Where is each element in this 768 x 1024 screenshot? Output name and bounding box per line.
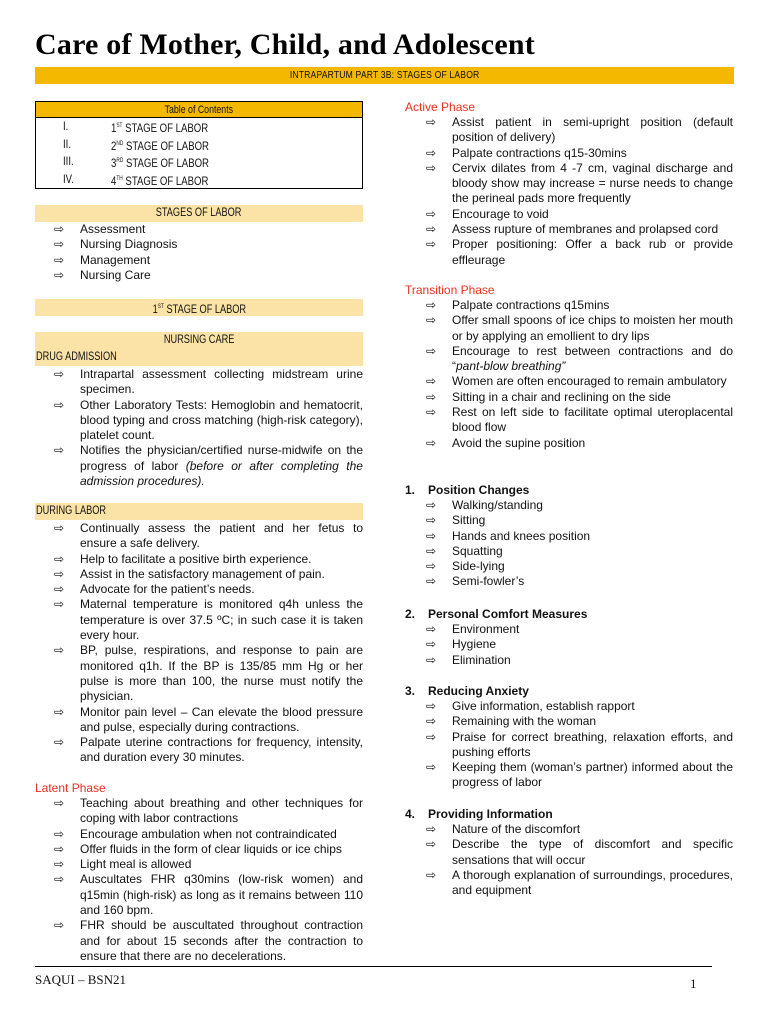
nursing-care-band: NURSING CARE: [35, 332, 363, 349]
list-item-text: BP, pulse, respirations, and response to pain are monitored q1h. If the BP is 135/85 mm Hg or her pulse is more than 100, the nurse must notify the physician.: [80, 643, 363, 704]
arrow-icon: ⇨: [54, 252, 65, 267]
arrow-icon: ⇨: [426, 206, 437, 221]
arrow-icon: ⇨: [426, 822, 437, 836]
drug-admission-heading: DRUG ADMISSION: [35, 349, 363, 366]
numbered-section-heading: [405, 684, 529, 698]
list-item: [426, 115, 733, 146]
list-item: [426, 637, 733, 652]
list-item: [54, 443, 363, 489]
list-item-text: Walking/standing: [452, 498, 543, 512]
list-item: [426, 574, 733, 589]
arrow-icon: ⇨: [54, 566, 65, 581]
list-item: [54, 367, 363, 398]
section-title: Position Changes: [428, 483, 530, 497]
list-item-text: Other Laboratory Tests: Hemoglobin and hematocrit, blood typing and cross matching (high-risk category), platelet count.: [80, 397, 363, 443]
arrow-icon: ⇨: [426, 837, 437, 852]
list-item: [426, 653, 733, 668]
list-item: [54, 735, 363, 766]
list-item-text: Side-lying: [452, 559, 505, 574]
list-item-text: Palpate uterine contractions for frequency, intensity, and duration every 30 minutes.: [80, 735, 363, 765]
stages-list: [54, 222, 363, 283]
list-item-text: Sitting: [452, 513, 486, 528]
list-item-text: Sitting in a chair and reclining on the side: [452, 389, 671, 404]
arrow-icon: ⇨: [54, 857, 65, 872]
arrow-icon: ⇨: [426, 313, 437, 328]
list-item: [54, 827, 363, 842]
list-item-text: Assist patient in semi-upright position (default position of delivery): [452, 115, 733, 145]
list-item: [426, 730, 733, 761]
list-item: [426, 161, 733, 207]
list-item-text: Proper positioning: Offer a back rub or provide effleurage: [452, 237, 733, 267]
list-item: [426, 436, 733, 451]
list-item-text: Nursing Diagnosis: [80, 237, 178, 252]
list-item: [426, 405, 733, 436]
toc-label: 4TH STAGE OF LABOR: [111, 173, 209, 188]
transition-phase-list: [426, 298, 733, 451]
list-item-text: Monitor pain level – Can elevate the blood pressure and pulse, especially during contractions.: [80, 704, 363, 734]
arrow-icon: ⇨: [426, 374, 437, 389]
ordinal-suffix: ST: [116, 123, 123, 129]
arrow-icon: ⇨: [426, 574, 437, 589]
list-item-text: Continually assess the patient and her fetus to ensure a safe delivery.: [80, 521, 363, 551]
list-item: [426, 344, 733, 375]
list-item-text: Keeping them (woman’s partner) informed about the progress of labor: [452, 760, 733, 790]
list-item: [426, 498, 733, 513]
page-number: 1: [690, 976, 697, 991]
during-labor-list: [54, 521, 363, 766]
arrow-icon: ⇨: [426, 115, 437, 129]
list-item-text: Assist in the satisfactory management of pain.: [80, 566, 325, 581]
arrow-icon: ⇨: [426, 389, 437, 404]
list-item: [426, 298, 733, 313]
arrow-icon: ⇨: [426, 729, 437, 744]
numbered-section-list: [426, 622, 733, 668]
list-item-text: Encourage ambulation when not contraindicated: [80, 826, 337, 841]
toc-heading: Table of Contents: [36, 102, 362, 118]
list-item-text: Offer small spoons of ice chips to moisten her mouth or by applying an emollient to dry lips: [452, 313, 733, 343]
arrow-icon: ⇨: [54, 551, 65, 566]
list-item: [54, 597, 363, 643]
list-item: [54, 705, 363, 736]
section-number: 3.: [405, 684, 416, 698]
toc-label: 1ST STAGE OF LABOR: [111, 121, 209, 135]
list-item: [54, 796, 363, 827]
during-labor-heading: DURING LABOR: [35, 503, 363, 520]
list-item: [54, 643, 363, 704]
arrow-icon: ⇨: [426, 222, 437, 237]
arrow-icon: ⇨: [54, 643, 65, 658]
list-item: [54, 552, 363, 567]
numbered-section-heading: [405, 807, 553, 821]
list-item: [54, 872, 363, 918]
list-item-text: Help to facilitate a positive birth experience.: [80, 551, 312, 566]
section-title: Providing Information: [428, 807, 553, 821]
stages-of-labor-band: STAGES OF LABOR: [35, 205, 363, 222]
list-item: [426, 714, 733, 729]
ordinal-suffix: RD: [116, 158, 124, 164]
section-number: 1.: [405, 483, 416, 497]
toc-row: [36, 171, 362, 189]
list-item-text: Encourage to void: [452, 206, 549, 221]
arrow-icon: ⇨: [426, 699, 437, 713]
list-item: [426, 529, 733, 544]
first-stage-band: 1ST STAGE OF LABOR: [35, 299, 363, 316]
list-item-text: Rest on left side to facilitate optimal uteroplacental blood flow: [452, 405, 733, 435]
toc-row: [36, 136, 362, 154]
list-item: [426, 237, 733, 268]
table-of-contents: [35, 101, 363, 189]
arrow-icon: ⇨: [426, 559, 437, 574]
arrow-icon: ⇨: [426, 160, 437, 175]
list-item-text: Squatting: [452, 543, 503, 558]
footer-author: SAQUI – BSN21: [35, 972, 127, 987]
toc-row: [36, 118, 362, 136]
list-item-text: Nursing Care: [80, 267, 151, 282]
latent-phase-heading: Latent Phase: [35, 781, 106, 795]
list-item-text: Offer fluids in the form of clear liquids or ice chips: [80, 841, 342, 856]
arrow-icon: ⇨: [426, 622, 437, 636]
list-item-text: Assessment: [80, 222, 146, 236]
list-item: [54, 918, 363, 964]
list-item: [54, 567, 363, 582]
ordinal-suffix: ND: [116, 140, 124, 147]
list-item-text: FHR should be auscultated throughout contraction and for about 15 seconds after the contraction to ensure that there are no decelerations.: [80, 918, 363, 963]
toc-label: 2ND STAGE OF LABOR: [111, 138, 209, 153]
toc-number: IV.: [63, 171, 74, 186]
list-item: [54, 842, 363, 857]
list-item: [426, 146, 733, 161]
arrow-icon: ⇨: [426, 867, 437, 882]
list-item-text: Nature of the discomfort: [452, 822, 581, 836]
ordinal-suffix: ST: [157, 304, 164, 310]
list-item: [54, 268, 363, 283]
list-item-text: Light meal is allowed: [80, 857, 192, 872]
numbered-section-list: [426, 699, 733, 791]
arrow-icon: ⇨: [54, 872, 65, 887]
list-item: [54, 222, 363, 237]
arrow-icon: ⇨: [426, 513, 437, 528]
arrow-icon: ⇨: [426, 145, 437, 160]
list-item-text: Auscultates FHR q30mins (low-risk women) and q15min (high-risk) as long as it remains between 110 and 160 bpm.: [80, 872, 363, 918]
toc-number: II.: [63, 136, 72, 151]
list-item-text: Semi-fowler’s: [452, 574, 525, 589]
list-item-emphasis: pant-blow breathing”: [456, 359, 566, 374]
section-title: Personal Comfort Measures: [428, 607, 588, 621]
arrow-icon: ⇨: [54, 841, 65, 856]
list-item-text: Describe the type of discomfort and specific sensations that will occur: [452, 837, 733, 867]
list-item: [426, 868, 733, 899]
toc-label: 3RD STAGE OF LABOR: [111, 156, 209, 170]
list-item: [54, 237, 363, 252]
footer-rule: [35, 966, 712, 967]
list-item-text: Cervix dilates from 4 -7 cm, vaginal discharge and bloody show may increase = nurse needs to change the perineal pads more frequently: [452, 160, 733, 206]
toc-number: I.: [63, 119, 69, 133]
document-title: Care of Mother, Child, and Adolescent: [35, 28, 535, 61]
list-item-text: Women are often encouraged to remain ambulatory: [452, 374, 727, 389]
numbered-section-list: [426, 822, 733, 898]
arrow-icon: ⇨: [54, 267, 65, 282]
list-item: [426, 822, 733, 837]
transition-phase-heading: Transition Phase: [405, 283, 495, 297]
arrow-icon: ⇨: [426, 760, 437, 775]
list-item: [426, 699, 733, 714]
arrow-icon: ⇨: [426, 498, 437, 512]
list-item: [54, 253, 363, 268]
arrow-icon: ⇨: [54, 735, 65, 750]
list-item-text: Avoid the supine position: [452, 435, 586, 450]
active-phase-heading: Active Phase: [405, 100, 476, 114]
arrow-icon: ⇨: [54, 918, 65, 933]
list-item: [54, 582, 363, 597]
list-item: [426, 313, 733, 344]
list-item-text: Environment: [452, 622, 520, 636]
list-item-text: Elimination: [452, 652, 511, 667]
section-number: 2.: [405, 607, 416, 621]
list-item-text: Palpate contractions q15mins: [452, 298, 610, 312]
arrow-icon: ⇨: [54, 582, 65, 597]
active-phase-list: [426, 115, 733, 268]
arrow-icon: ⇨: [54, 826, 65, 841]
arrow-icon: ⇨: [54, 704, 65, 719]
list-item: [426, 513, 733, 528]
arrow-icon: ⇨: [54, 222, 65, 236]
list-item: [426, 622, 733, 637]
arrow-icon: ⇨: [426, 343, 437, 358]
list-item-text: Intrapartal assessment collecting midstream urine specimen.: [80, 367, 363, 397]
list-item-text: Give information, establish rapport: [452, 699, 635, 713]
section-number: 4.: [405, 807, 416, 821]
arrow-icon: ⇨: [54, 597, 65, 612]
part-banner: INTRAPARTUM PART 3B: STAGES OF LABOR: [35, 67, 734, 84]
drug-admission-list: [54, 367, 363, 489]
ordinal-suffix: TH: [116, 175, 123, 182]
arrow-icon: ⇨: [426, 652, 437, 667]
list-item-text: Management: [80, 252, 151, 267]
numbered-section-heading: [405, 607, 587, 621]
list-item-text: Palpate contractions q15-30mins: [452, 145, 627, 160]
latent-phase-list: [54, 796, 363, 964]
list-item-text: Praise for correct breathing, relaxation efforts, and pushing efforts: [452, 729, 733, 759]
toc-number: III.: [63, 154, 74, 168]
section-title: Reducing Anxiety: [428, 684, 529, 698]
arrow-icon: ⇨: [54, 796, 65, 810]
list-item-text: Notifies the physician/certified nurse-midwife on the progress of labor: [80, 443, 363, 473]
list-item-text: Assess rupture of membranes and prolapsed cord: [452, 222, 719, 237]
list-item: [426, 544, 733, 559]
list-item: [426, 222, 733, 237]
arrow-icon: ⇨: [426, 298, 437, 312]
arrow-icon: ⇨: [54, 367, 65, 381]
arrow-icon: ⇨: [54, 443, 65, 458]
list-item-text: Teaching about breathing and other techniques for coping with labor contractions: [80, 796, 363, 826]
list-item-text: Hands and knees position: [452, 528, 591, 543]
list-item: [426, 374, 733, 389]
arrow-icon: ⇨: [54, 397, 65, 412]
list-item-emphasis: (before or after completing the admission procedures).: [80, 458, 363, 489]
numbered-section-list: [426, 498, 733, 590]
list-item: [426, 837, 733, 868]
list-item-text: A thorough explanation of surroundings, procedures, and equipment: [452, 867, 733, 898]
list-item-text: Advocate for the patient’s needs.: [80, 582, 255, 597]
arrow-icon: ⇨: [426, 237, 437, 252]
arrow-icon: ⇨: [54, 237, 65, 252]
list-item-text: Encourage to rest between contractions and do “: [452, 343, 733, 374]
list-item: [54, 521, 363, 552]
list-item-text: Maternal temperature is monitored q4h unless the temperature is over 37.5 ºC; in such case it is taken every hour.: [80, 597, 363, 643]
list-item: [54, 857, 363, 872]
arrow-icon: ⇨: [426, 637, 437, 652]
arrow-icon: ⇨: [426, 714, 437, 729]
list-item: [426, 559, 733, 574]
arrow-icon: ⇨: [426, 543, 437, 558]
toc-row: [36, 153, 362, 171]
arrow-icon: ⇨: [426, 528, 437, 543]
list-item: [426, 760, 733, 791]
arrow-icon: ⇨: [54, 521, 65, 535]
list-item: [426, 207, 733, 222]
numbered-section-heading: [405, 483, 529, 497]
arrow-icon: ⇨: [426, 405, 437, 420]
list-item: [426, 390, 733, 405]
list-item: [54, 398, 363, 444]
list-item-text: Remaining with the woman: [452, 714, 597, 729]
arrow-icon: ⇨: [426, 435, 437, 450]
list-item-text: Hygiene: [452, 637, 497, 652]
